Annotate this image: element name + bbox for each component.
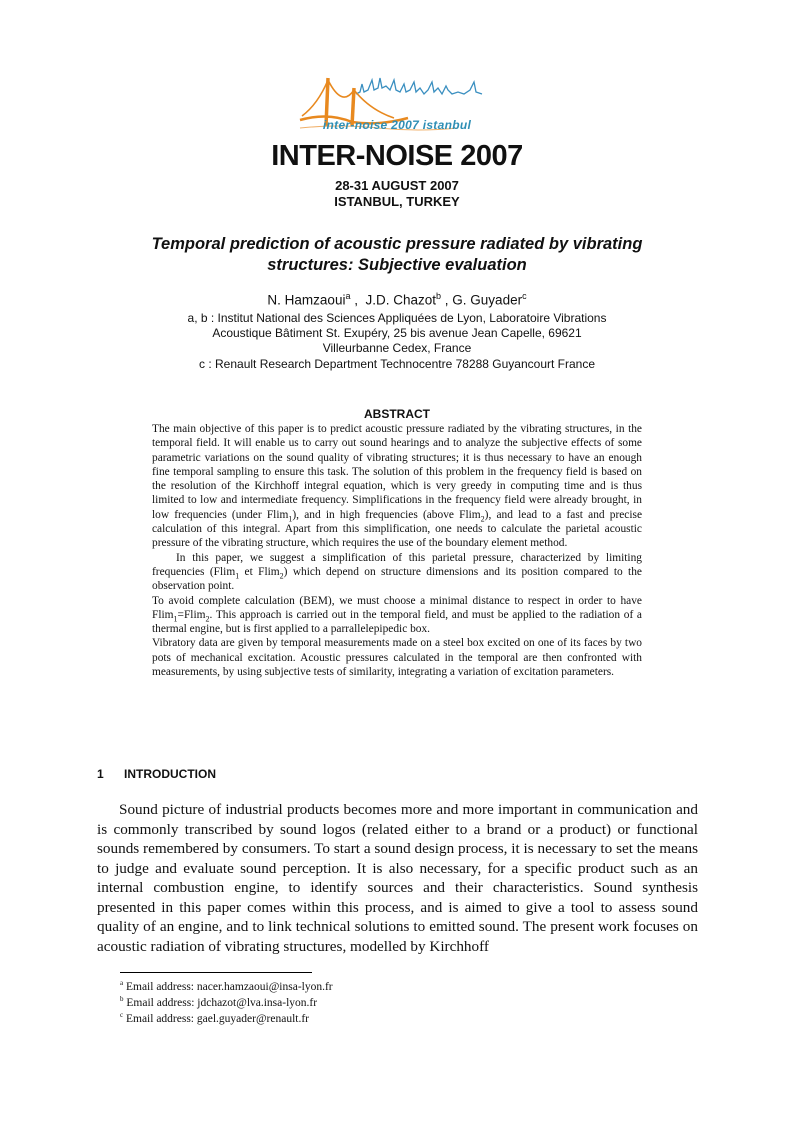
footnote-mark: c [120, 1011, 124, 1019]
abstract-paragraph [152, 422, 642, 551]
subscript: 2 [480, 514, 485, 524]
footnote-text: Email address: jdchazot@lva.insa-lyon.fr [123, 996, 318, 1009]
abstract-text: et Flim [239, 565, 280, 578]
body-paragraph: Sound picture of industrial products becomes more and more important in communication and is commonly transcribed by sound logos (related either to a brand or a product) or functional sounds remembered by consumers. To start a sound design process, it is necessary to set the means to judge and evaluate sound perception. It is also necessary, for a specific product such as an internal combustion engine, to identify sources and their characteristics. Sound synthesis presented in this paper comes within this process, and is aimed to give a tool to assess sound quality of an engine, and to link technical solutions to emitted sound. The present work focuses on acoustic radiation of vibrating structures, modelled by Kirchhoff [97, 801, 698, 955]
abstract-text: ), and in high frequencies (above Flim [292, 508, 481, 521]
conference-dates: 28-31 AUGUST 2007 [335, 178, 459, 193]
footnote [120, 1011, 309, 1025]
abstract-text: . This approach is carried out in the temporal field, and must be applied to the radiation of a thermal engine, but is first applied to a parrallelepipedic box. [152, 608, 642, 636]
paper-title-line-1: Temporal prediction of acoustic pressure radiated by vibrating [151, 235, 643, 253]
author-name: G. Guyader [452, 292, 523, 308]
paper-title-line-2: structures: Subjective evaluation [267, 256, 527, 274]
affiliation-line: c : Renault Research Department Technocentre 78288 Guyancourt France [199, 357, 595, 371]
abstract-text: ) which depend on structure dimensions and its position compared to the observation point. [152, 565, 642, 593]
section-title: INTRODUCTION [124, 767, 216, 781]
abstract-body [152, 422, 642, 679]
abstract-paragraph [152, 594, 642, 637]
footnote-divider [120, 972, 312, 973]
footnote-text: Email address: nacer.hamzaoui@insa-lyon.fr [123, 980, 333, 993]
affiliation-line: Villeurbanne Cedex, France [322, 341, 472, 355]
skyline-icon [356, 78, 482, 94]
author-name: N. Hamzaoui [267, 292, 346, 308]
abstract-paragraph: Vibratory data are given by temporal measurements made on a steel box excited on one of its faces by two pots of mechanical excitation. Acoustic pressures calculated in the temporal are then confronted with measurements, by using subjective tests of similarity, integrating a variation of excitation parameters. [152, 637, 642, 679]
section-number: 1 [97, 767, 104, 781]
abstract-text: ), and lead to a fast and precise calculation of this integral. Apart from this simplification, one needs to calculate the parietal acoustic pressure of the vibrating structure, which requires the use of the boundary element method. [152, 508, 643, 550]
conference-place: ISTANBUL, TURKEY [334, 194, 460, 209]
footnote [120, 995, 317, 1009]
logo-caption: inter-noise 2007 istanbul [322, 118, 472, 132]
affiliation-line: Acoustique Bâtiment St. Exupéry, 25 bis avenue Jean Capelle, 69621 [212, 326, 582, 340]
section-heading [97, 767, 216, 781]
subscript: 1 [288, 514, 293, 524]
subscript: 2 [205, 614, 210, 624]
introduction-body [97, 800, 698, 956]
conference-title: INTER-NOISE 2007 [271, 140, 523, 172]
abstract-text: The main objective of this paper is to predict acoustic pressure radiated by the vibrating structures, in the temporal field. It will enable us to carry out sound hearings and to analyze the subjective effects of some parametric variations on the sound quality of vibrating structures; it is thus necessary to have an enough fine temporal sampling to ensure this task. The solution of this problem in the frequency field is based on the resolution of the Kirchhoff integral equation, which is very greedy in computing time and is thus limited to low and intermediate frequency. Simplifications in the frequency field were already brought, in low frequencies (under Flim [152, 423, 642, 521]
subscript: 1 [235, 571, 240, 581]
abstract-text: In this paper, we suggest a simplification of this parietal pressure, characterized by limiting frequencies (Flim [152, 551, 642, 578]
footnote-text: Email address: gael.guyader@renault.fr [123, 1012, 310, 1025]
abstract-heading: ABSTRACT [364, 407, 430, 421]
paper-title [120, 234, 674, 276]
subscript: 1 [173, 614, 178, 624]
abstract-text: To avoid complete calculation (BEM), we must choose a minimal distance to respect in order to have Flim [152, 594, 642, 621]
author-name: J.D. Chazot [365, 292, 437, 308]
author-list: N. Hamzaoui$^a$ , J.D. Chazot$^b$ , G. Guyader$^c$ [267, 291, 527, 308]
abstract-text: =Flim [177, 608, 206, 621]
author-mark: a [345, 291, 351, 301]
affiliation-line: a, b : Institut National des Sciences Appliquées de Lyon, Laboratoire Vibrations [187, 311, 607, 325]
footnote-mark: b [120, 995, 124, 1003]
footnote [120, 979, 333, 993]
author-mark: b [436, 291, 442, 301]
author-mark: c [522, 291, 527, 301]
footnote-mark: a [120, 979, 124, 987]
abstract-paragraph [152, 551, 642, 594]
subscript: 2 [279, 571, 284, 581]
